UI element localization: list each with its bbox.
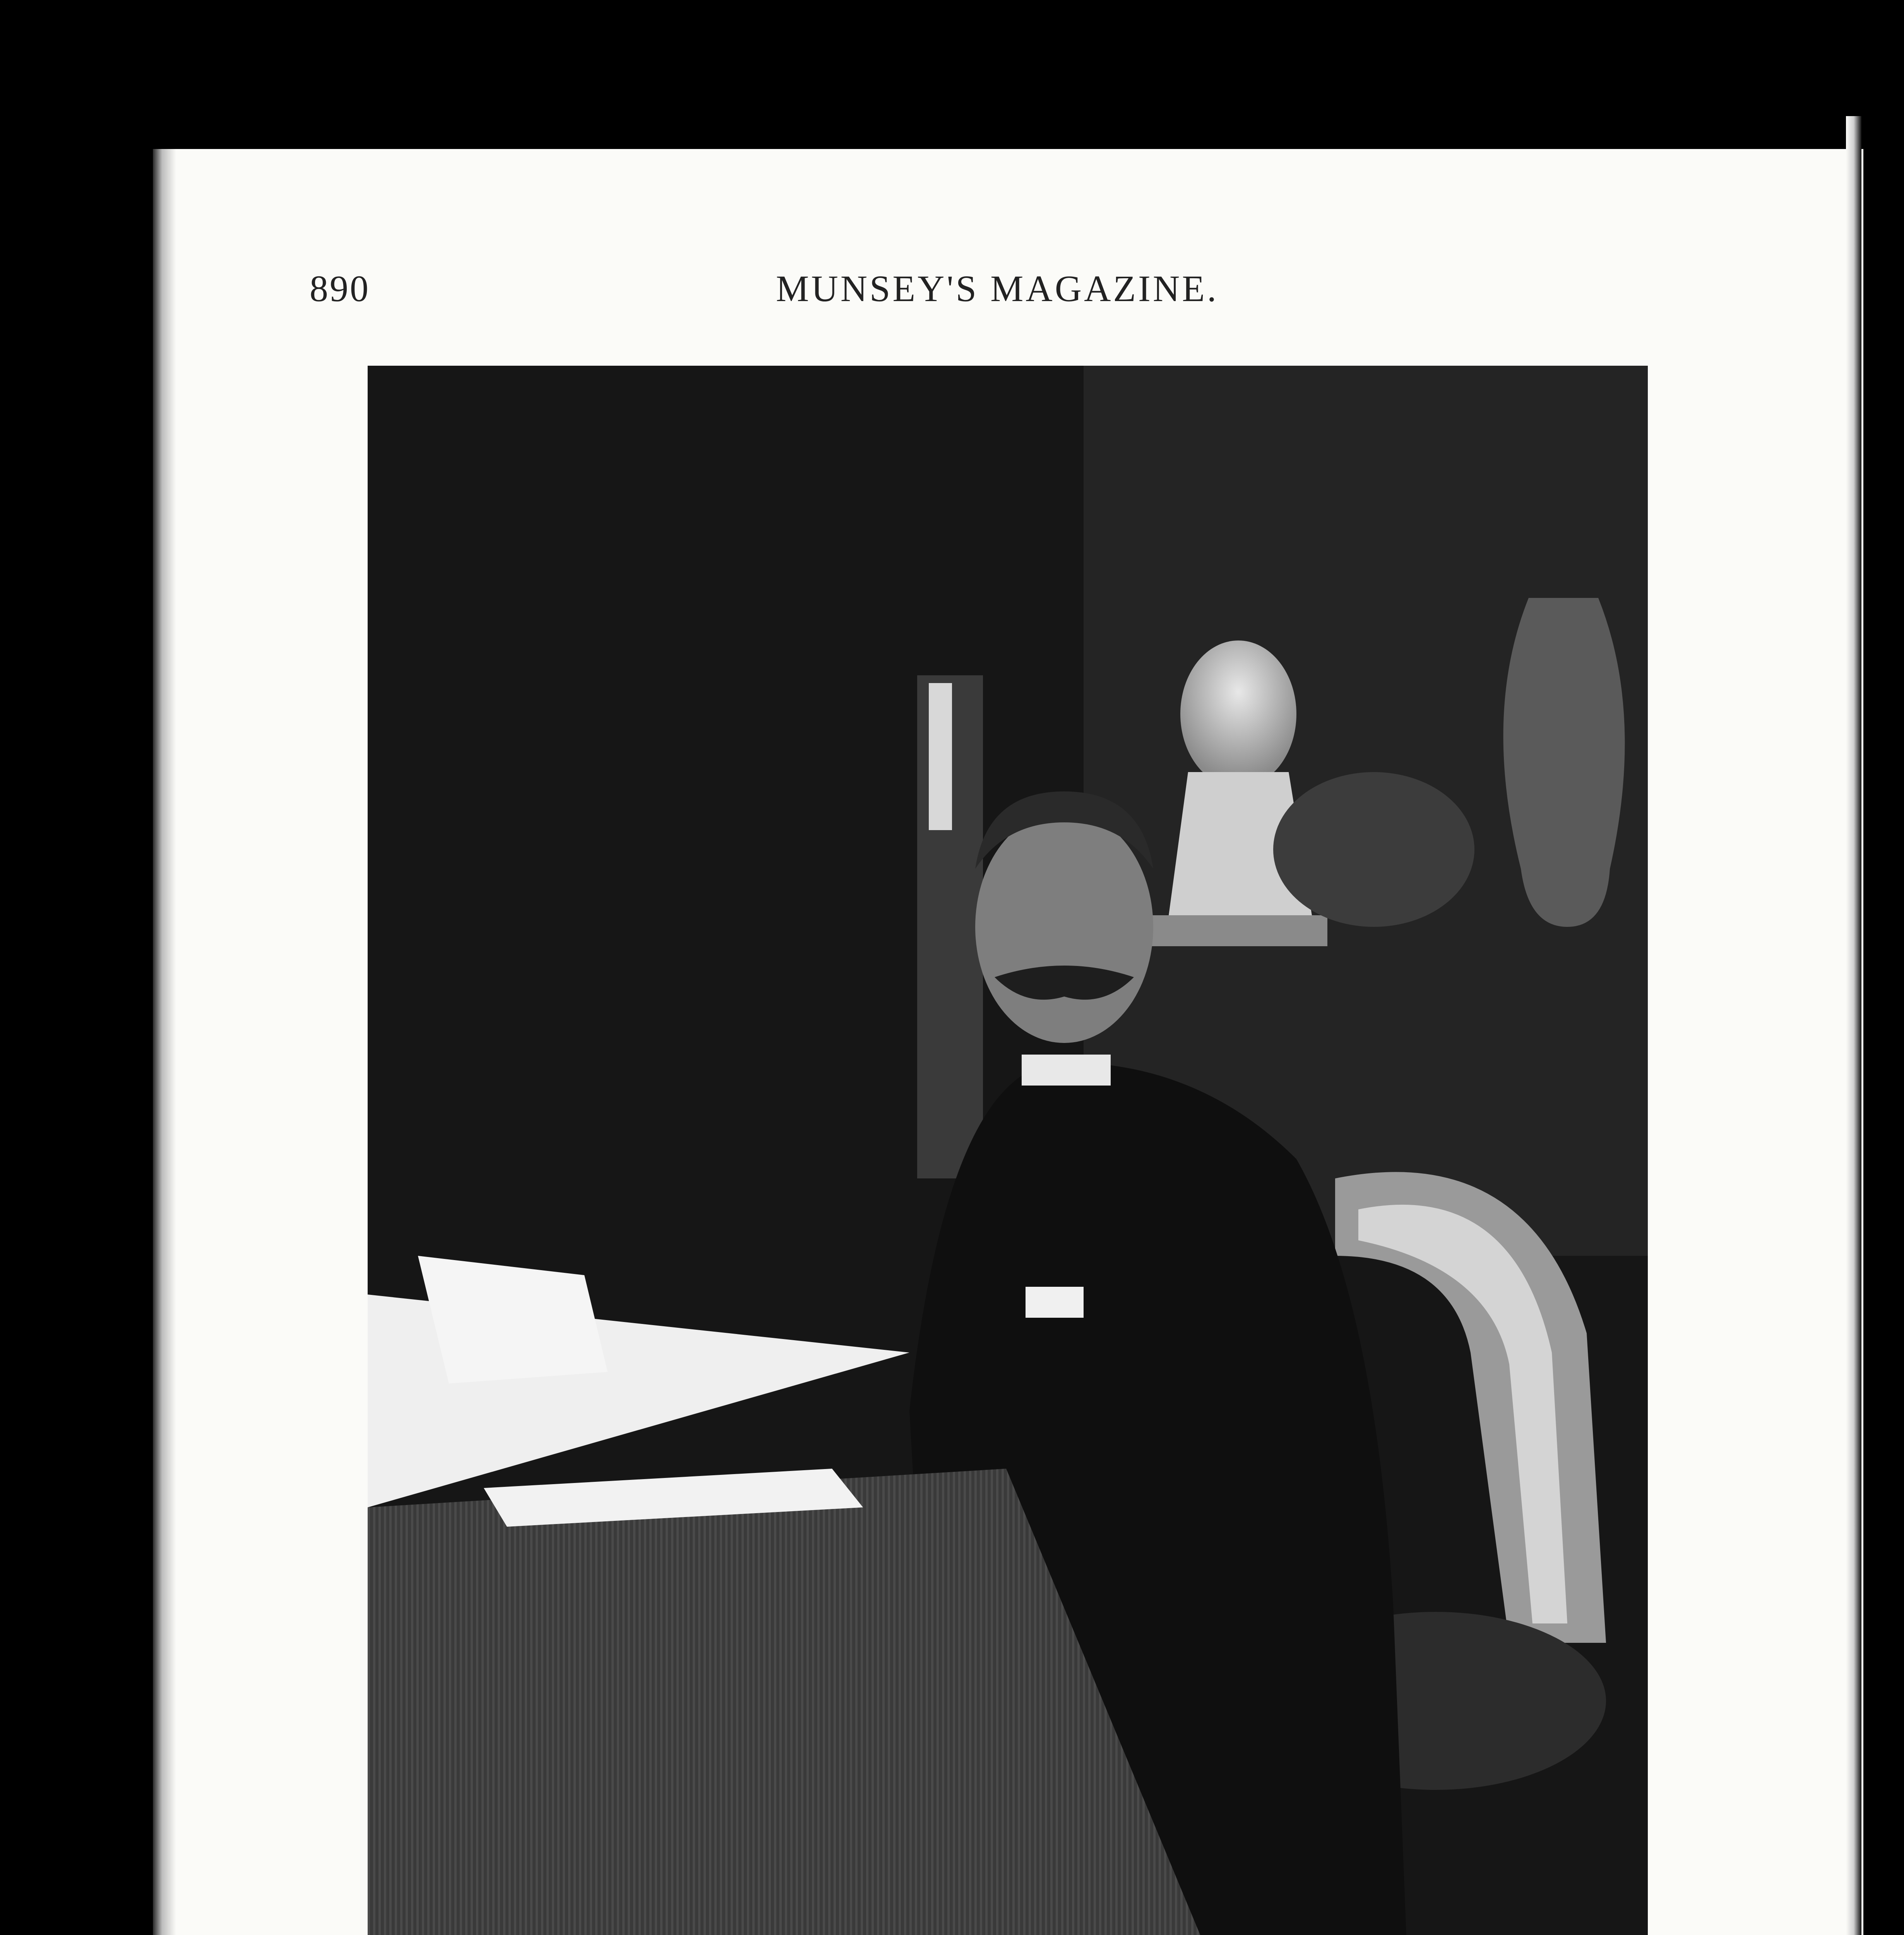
portrait-photograph bbox=[368, 366, 1648, 1935]
portrait-illustration bbox=[368, 366, 1648, 1935]
page-binding-shadow bbox=[153, 149, 176, 1935]
page-right-edge bbox=[1846, 116, 1861, 1935]
page-number: 890 bbox=[310, 268, 370, 309]
magazine-title: MUNSEY'S MAGAZINE. bbox=[776, 268, 1219, 309]
